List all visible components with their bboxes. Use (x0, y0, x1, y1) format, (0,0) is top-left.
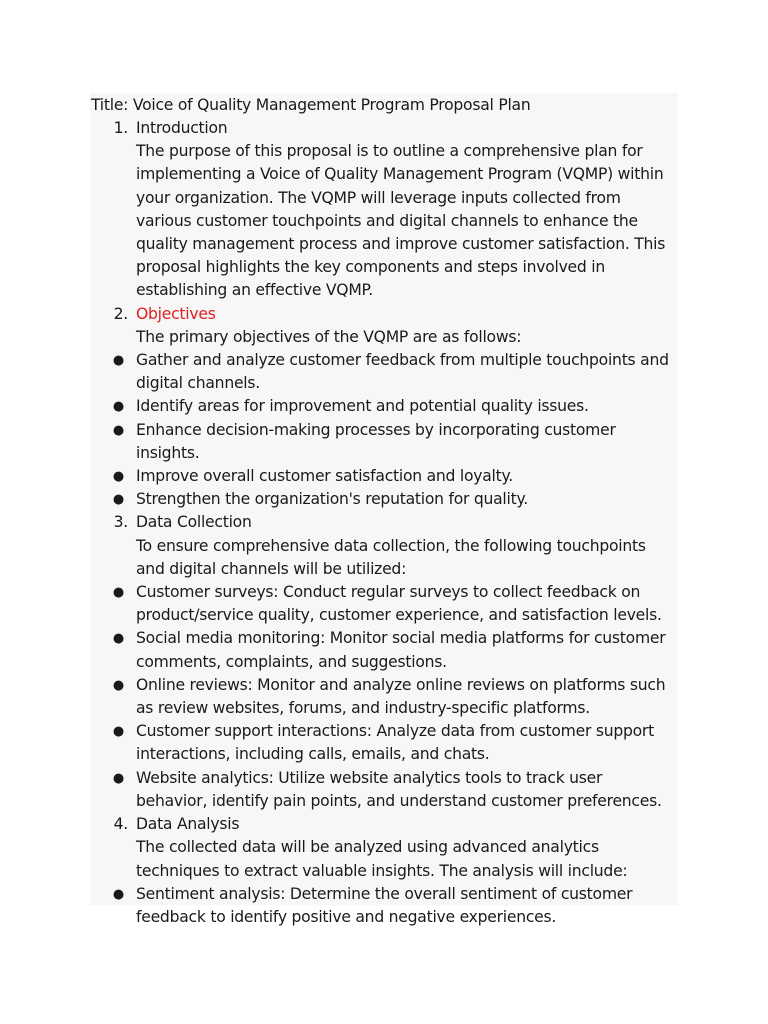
list-item-text: Social media monitoring: Monitor social media platforms for customer comments, complaints, and suggestions. (136, 629, 666, 671)
list-item (91, 581, 677, 627)
list-item (91, 720, 677, 766)
list-item-text: Customer support interactions: Analyze data from customer support interactions, including calls, emails, and chats. (136, 722, 654, 764)
list-item-text: Online reviews: Monitor and analyze online reviews on platforms such as review websites, forums, and industry-specific platforms. (136, 675, 666, 718)
list-item (91, 419, 677, 465)
bullet-icon: ● (112, 469, 124, 485)
list-item (91, 627, 677, 673)
document-body (91, 117, 677, 929)
list-item (91, 674, 677, 720)
bullet-icon: ● (112, 770, 124, 786)
bullet-icon: ● (112, 353, 124, 369)
bullet-icon: ● (112, 631, 124, 647)
list-item-text: Enhance decision-making processes by incorporating customer insights. (136, 420, 616, 462)
section-number: 3. (113, 513, 128, 532)
section-paragraph: The primary objectives of the VQMP are as follows: (136, 327, 522, 346)
list-item (91, 767, 677, 813)
section-number: 2. (113, 304, 128, 323)
list-item-text: Identify areas for improvement and potential quality issues. (136, 397, 589, 416)
list-item (91, 349, 677, 395)
section-paragraph: The purpose of this proposal is to outline a comprehensive plan for implementing a Voice of Quality Management Program (VQMP) within your organization. The VQMP will leverage inputs collected from various customer touchpoints and digital channels to enhance the quality management process and improve customer satisfaction. This proposal highlights the key components and steps involved in establishing an effective VQMP. (136, 142, 666, 300)
section-paragraph: To ensure comprehensive data collection, the following touchpoints and digital channels will be utilized: (136, 536, 646, 578)
bullet-icon: ● (112, 886, 124, 902)
document-title: Title: Voice of Quality Management Program Proposal Plan (91, 96, 531, 114)
section-heading (91, 511, 677, 534)
bullet-icon: ● (112, 585, 124, 601)
section-heading-text: Data Analysis (136, 815, 240, 834)
section-heading-text: Data Collection (136, 513, 252, 532)
list-item-text: Strengthen the organization's reputation for quality. (136, 490, 528, 509)
section-heading (91, 117, 677, 140)
bullet-icon: ● (112, 677, 124, 693)
section-heading-text: Objectives (136, 304, 216, 323)
bullet-icon: ● (112, 724, 124, 740)
list-item-text: Customer surveys: Conduct regular surveys to collect feedback on product/service quality, customer experience, and satisfaction levels. (136, 583, 662, 625)
section-heading (91, 813, 677, 836)
list-item-text: Improve overall customer satisfaction and loyalty. (136, 467, 513, 486)
list-item (91, 883, 677, 929)
section-number: 1. (113, 119, 128, 137)
list-item (91, 488, 677, 511)
list-item-text: Website analytics: Utilize website analytics tools to track user behavior, identify pain points, and understand customer preferences. (136, 768, 662, 810)
bullet-icon: ● (112, 399, 124, 415)
section-heading (91, 303, 677, 326)
list-item-text: Gather and analyze customer feedback from multiple touchpoints and digital channels. (136, 351, 669, 393)
bullet-icon: ● (112, 492, 124, 508)
bullet-icon: ● (112, 422, 124, 438)
section-number: 4. (113, 815, 128, 834)
section-paragraph: The collected data will be analyzed using advanced analytics techniques to extract valuable insights. The analysis will include: (136, 838, 628, 880)
list-item (91, 395, 677, 418)
section-heading-text: Introduction (136, 119, 228, 137)
list-item-text: Sentiment analysis: Determine the overall sentiment of customer feedback to identify positive and negative experiences. (136, 884, 633, 926)
list-item (91, 465, 677, 488)
